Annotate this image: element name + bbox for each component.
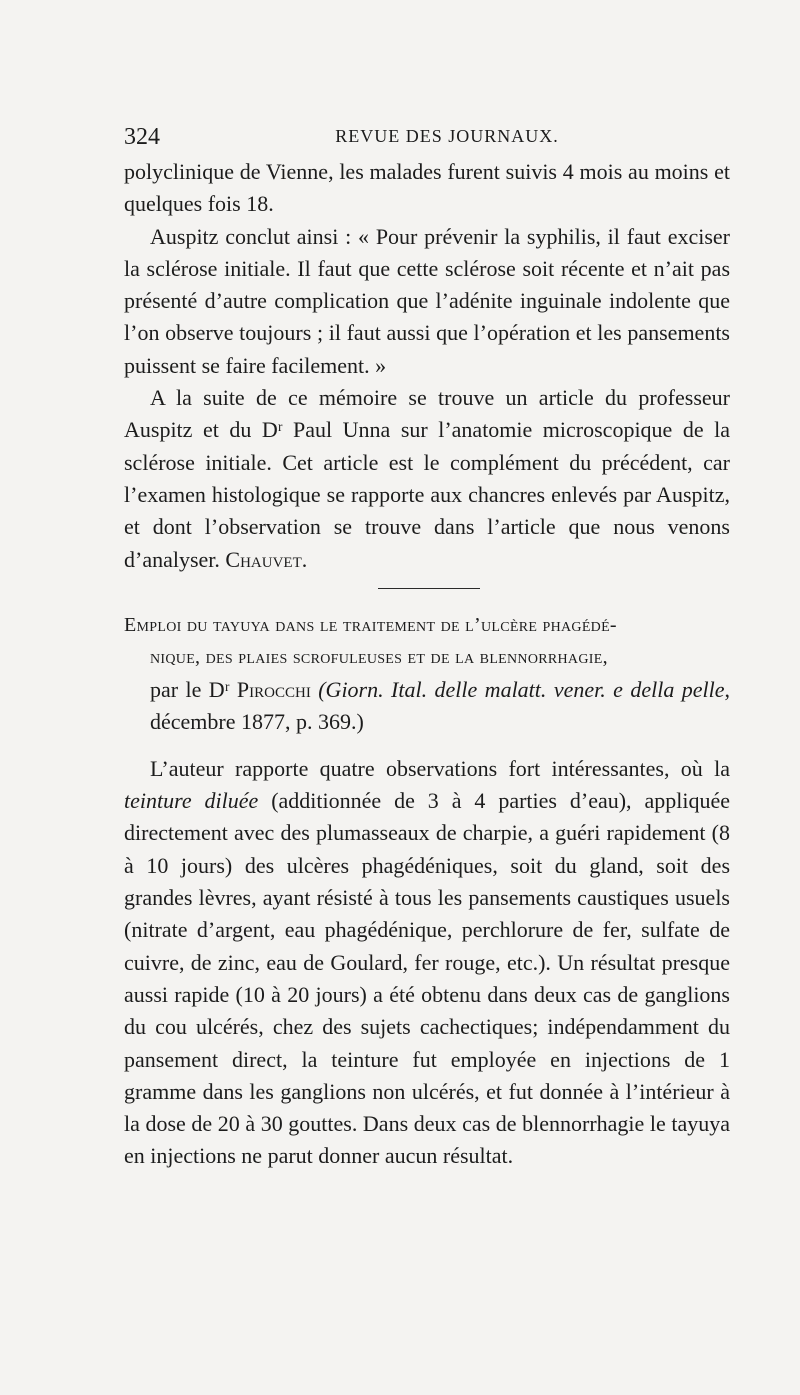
- article-title-line2: nique, des plaies scrofuleuses et de la blennorrhagie,: [150, 646, 608, 669]
- paragraph-auspitz-conclusion: Auspitz conclut ainsi : « Pour prévenir la syphilis, il faut exciser la sclérose initiale. Il faut que cette sclérose soit récente et n’ait pas présenté d’autre complication que l’adénite inguinale indolente que l’on observe toujours ; il faut aussi que l’opération et les pansements puissent se faire facilement. »: [124, 223, 730, 378]
- book-page: [124, 120, 730, 1173]
- journal-citation: (Giorn. Ital. delle malatt. vener. e della pelle: [318, 676, 725, 702]
- author-signature: Chauvet.: [225, 546, 308, 572]
- article-heading: [124, 609, 730, 739]
- article-title-line1: Emploi du tayuya dans le traitement de l’ulcère phagédé-: [124, 613, 617, 636]
- paragraph-unna-article: [124, 382, 730, 576]
- paragraph-text-a: L’auteur rapporte quatre observations fort intéressantes, où la: [150, 755, 730, 781]
- paragraph-text: A la suite de ce mémoire se trouve un article du professeur Auspitz et du Dʳ Paul Unna sur l’anatomie microscopique de la sclérose initiale. Cet article est le complément du précédent, car l’examen histologique se rapporte aux chancres enlevés par Auspitz, et dont l’observation se trouve dans l’article que nous venons d’analyser.: [124, 385, 730, 572]
- section-divider: [378, 588, 480, 589]
- citation-details: , décembre 1877, p. 369.): [150, 676, 731, 735]
- running-header: [124, 120, 730, 156]
- author-prefix: par le Dʳ: [150, 676, 237, 702]
- article-citation: [124, 674, 730, 739]
- paragraph-text-b: (additionnée de 3 à 4 parties d’eau), appliquée directement avec des plumasseaux de charpie, a guéri rapidement (8 à 10 jours) des ulcères phagédéniques, soit du gland, soit des grandes lèvres, ayant résisté à tous les pansements caustiques usuels (nitrate d’argent, eau phagédénique, perchlorure de fer, sulfate de cuivre, de zinc, eau de Goulard, fer rouge, etc.). Un résultat presque aussi rapide (10 à 20 jours) a été obtenu dans deux cas de ganglions du cou ulcérés, chez des sujets cachectiques; indépendamment du pansement direct, la teinture fut employée en injections de 1 gramme dans les ganglions non ulcérés, et fut donnée à l’intérieur à la dose de 20 à 30 gouttes. Dans deux cas de blennorrhagie le tayuya en injections ne parut donner aucun résultat.: [124, 788, 730, 1169]
- running-title: REVUE DES JOURNAUX.: [335, 126, 559, 146]
- page-number: 324: [124, 124, 160, 150]
- paragraph-observations: [124, 753, 730, 1173]
- italic-term: teinture diluée: [124, 788, 259, 814]
- author-name: Pirocchi: [236, 676, 311, 702]
- paragraph-continued: polyclinique de Vienne, les malades furent suivis 4 mois au moins et quelques fois 18.: [124, 159, 730, 217]
